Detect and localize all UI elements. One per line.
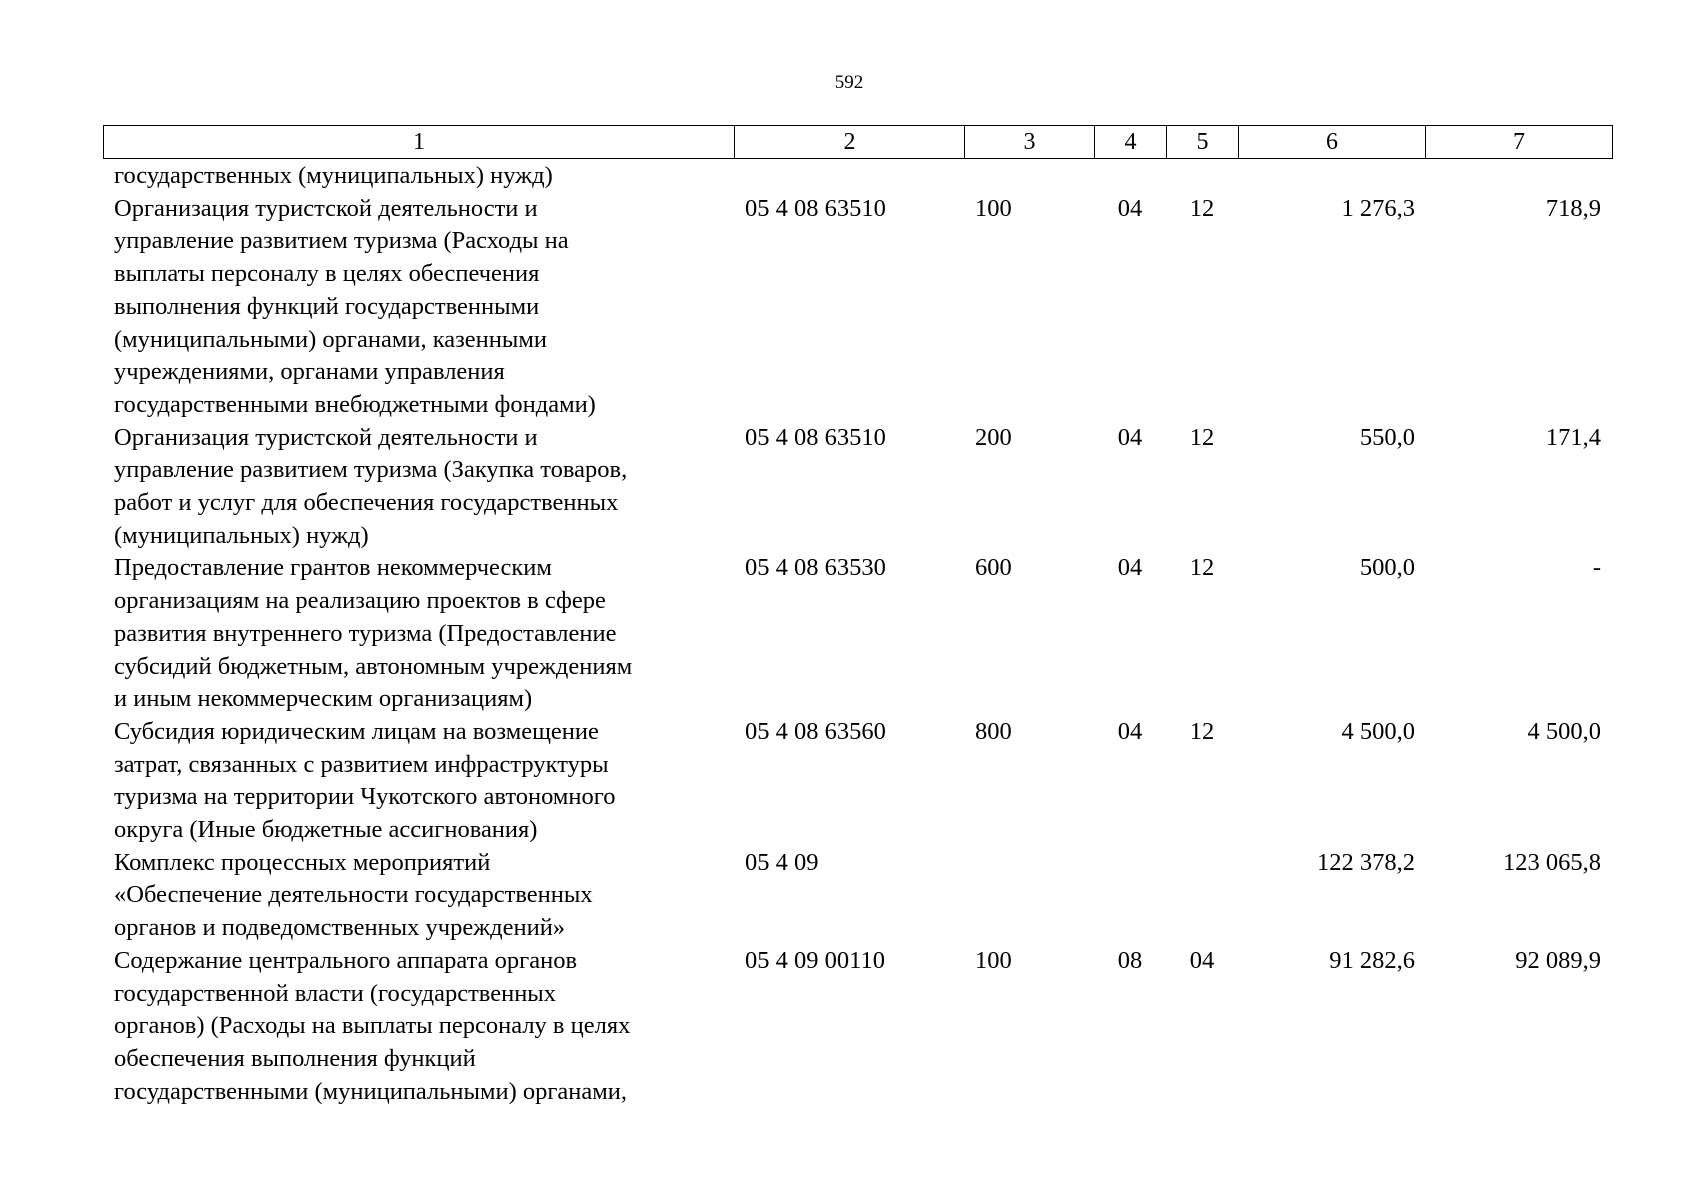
amount-cell-1: 500,0 <box>1359 554 1415 582</box>
section-cell: 08 <box>1117 946 1143 974</box>
subsection-cell: 04 <box>1189 946 1215 974</box>
description-line: субсидий бюджетным, автономным учреждениям <box>114 652 633 680</box>
description-cell <box>103 160 734 193</box>
amount-cell-1: 4 500,0 <box>1341 717 1415 745</box>
description-cell <box>103 716 734 847</box>
description-line: обеспечения выполнения функций <box>114 1044 476 1072</box>
amount-cell-1 <box>1238 160 1425 193</box>
description-cell <box>103 422 734 553</box>
expense-type-cell: 600 <box>975 554 1012 582</box>
amount-cell-1: 91 282,6 <box>1329 946 1415 974</box>
subsection-cell: 12 <box>1189 423 1215 451</box>
expense-type-cell: 100 <box>975 194 1012 222</box>
table-row <box>103 945 1612 1109</box>
table-body <box>103 160 1612 1108</box>
description-line: выполнения функций государственными <box>114 292 540 320</box>
subsection-cell <box>1166 847 1238 945</box>
amount-cell-2 <box>1425 160 1612 193</box>
description-cell <box>103 552 734 716</box>
description-line: туризма на территории Чукотского автономного <box>114 783 616 811</box>
section-cell <box>1094 160 1166 193</box>
amount-cell-2: 171,4 <box>1545 423 1601 451</box>
code-cell: 05 4 08 63560 <box>745 717 886 745</box>
code-cell <box>734 160 964 193</box>
section-cell: 04 <box>1117 554 1143 582</box>
description-line: округа (Иные бюджетные ассигнования) <box>114 816 538 844</box>
description-line: «Обеспечение деятельности государственных <box>114 881 593 909</box>
description-line: (муниципальных) нужд) <box>114 521 369 549</box>
description-line: органов и подведомственных учреждений» <box>114 914 566 942</box>
description-line: Организация туристской деятельности и <box>114 423 538 451</box>
description-line: управление развитием туризма (Расходы на <box>114 227 569 255</box>
subsection-cell: 12 <box>1189 717 1215 745</box>
section-cell: 04 <box>1117 194 1143 222</box>
expense-type-cell: 100 <box>975 946 1012 974</box>
description-line: развития внутреннего туризма (Предоставление <box>114 619 617 647</box>
description-line: государственной власти (государственных <box>114 979 557 1007</box>
subsection-cell <box>1166 160 1238 193</box>
amount-cell-1: 1 276,3 <box>1341 194 1415 222</box>
description-line: работ и услуг для обеспечения государственных <box>114 489 619 517</box>
column-header-5: 5 <box>1167 126 1239 159</box>
section-cell: 04 <box>1117 717 1143 745</box>
expense-type-cell <box>964 847 1094 945</box>
description-cell <box>103 945 734 1109</box>
table-row <box>103 847 1612 945</box>
code-cell: 05 4 09 <box>745 848 819 876</box>
subsection-cell: 12 <box>1189 554 1215 582</box>
description-line: Организация туристской деятельности и <box>114 194 538 222</box>
table-row <box>103 160 1612 193</box>
description-line: государственными (муниципальными) органами, <box>114 1077 628 1105</box>
description-line: учреждениями, органами управления <box>114 358 505 386</box>
code-cell: 05 4 08 63510 <box>745 194 886 222</box>
expense-type-cell <box>964 160 1094 193</box>
description-line: затрат, связанных с развитием инфраструктуры <box>114 750 609 778</box>
description-line: и иным некоммерческим организациям) <box>114 685 533 713</box>
description-line: государственных (муниципальных) нужд) <box>114 162 553 189</box>
section-cell: 04 <box>1117 423 1143 451</box>
amount-cell-1: 122 378,2 <box>1317 848 1415 876</box>
description-line: Содержание центрального аппарата органов <box>114 946 578 974</box>
code-cell: 05 4 08 63530 <box>745 554 886 582</box>
column-header-1: 1 <box>104 126 735 159</box>
table-row <box>103 552 1612 716</box>
amount-cell-2: - <box>1592 554 1601 582</box>
description-line: организациям на реализацию проектов в сфере <box>114 587 606 615</box>
column-header-6: 6 <box>1239 126 1426 159</box>
page-number: 592 <box>834 72 864 93</box>
table-row <box>103 716 1612 847</box>
description-line: (муниципальными) органами, казенными <box>114 325 547 353</box>
section-cell <box>1094 847 1166 945</box>
subsection-cell: 12 <box>1189 194 1215 222</box>
column-header-2: 2 <box>735 126 965 159</box>
amount-cell-2: 718,9 <box>1545 194 1601 222</box>
column-header-7: 7 <box>1426 126 1613 159</box>
amount-cell-2: 92 089,9 <box>1515 946 1601 974</box>
amount-cell-1: 550,0 <box>1359 423 1415 451</box>
table-row <box>103 422 1612 553</box>
description-line: управление развитием туризма (Закупка товаров, <box>114 456 628 484</box>
description-cell <box>103 847 734 945</box>
description-line: выплаты персоналу в целях обеспечения <box>114 260 540 288</box>
description-line: Предоставление грантов некоммерческим <box>114 554 552 582</box>
expense-type-cell: 800 <box>975 717 1012 745</box>
description-line: Комплекс процессных мероприятий <box>114 848 491 876</box>
amount-cell-2: 123 065,8 <box>1503 848 1601 876</box>
code-cell: 05 4 09 00110 <box>745 946 885 974</box>
table-row <box>103 193 1612 422</box>
description-cell <box>103 193 734 422</box>
column-header-3: 3 <box>965 126 1095 159</box>
amount-cell-2: 4 500,0 <box>1527 717 1601 745</box>
expense-type-cell: 200 <box>975 423 1012 451</box>
table-header <box>103 125 1613 159</box>
column-header-4: 4 <box>1095 126 1167 159</box>
code-cell: 05 4 08 63510 <box>745 423 886 451</box>
description-line: Субсидия юридическим лицам на возмещение <box>114 717 599 745</box>
description-line: государственными внебюджетными фондами) <box>114 390 596 418</box>
description-line: органов) (Расходы на выплаты персоналу в целях <box>114 1012 631 1040</box>
